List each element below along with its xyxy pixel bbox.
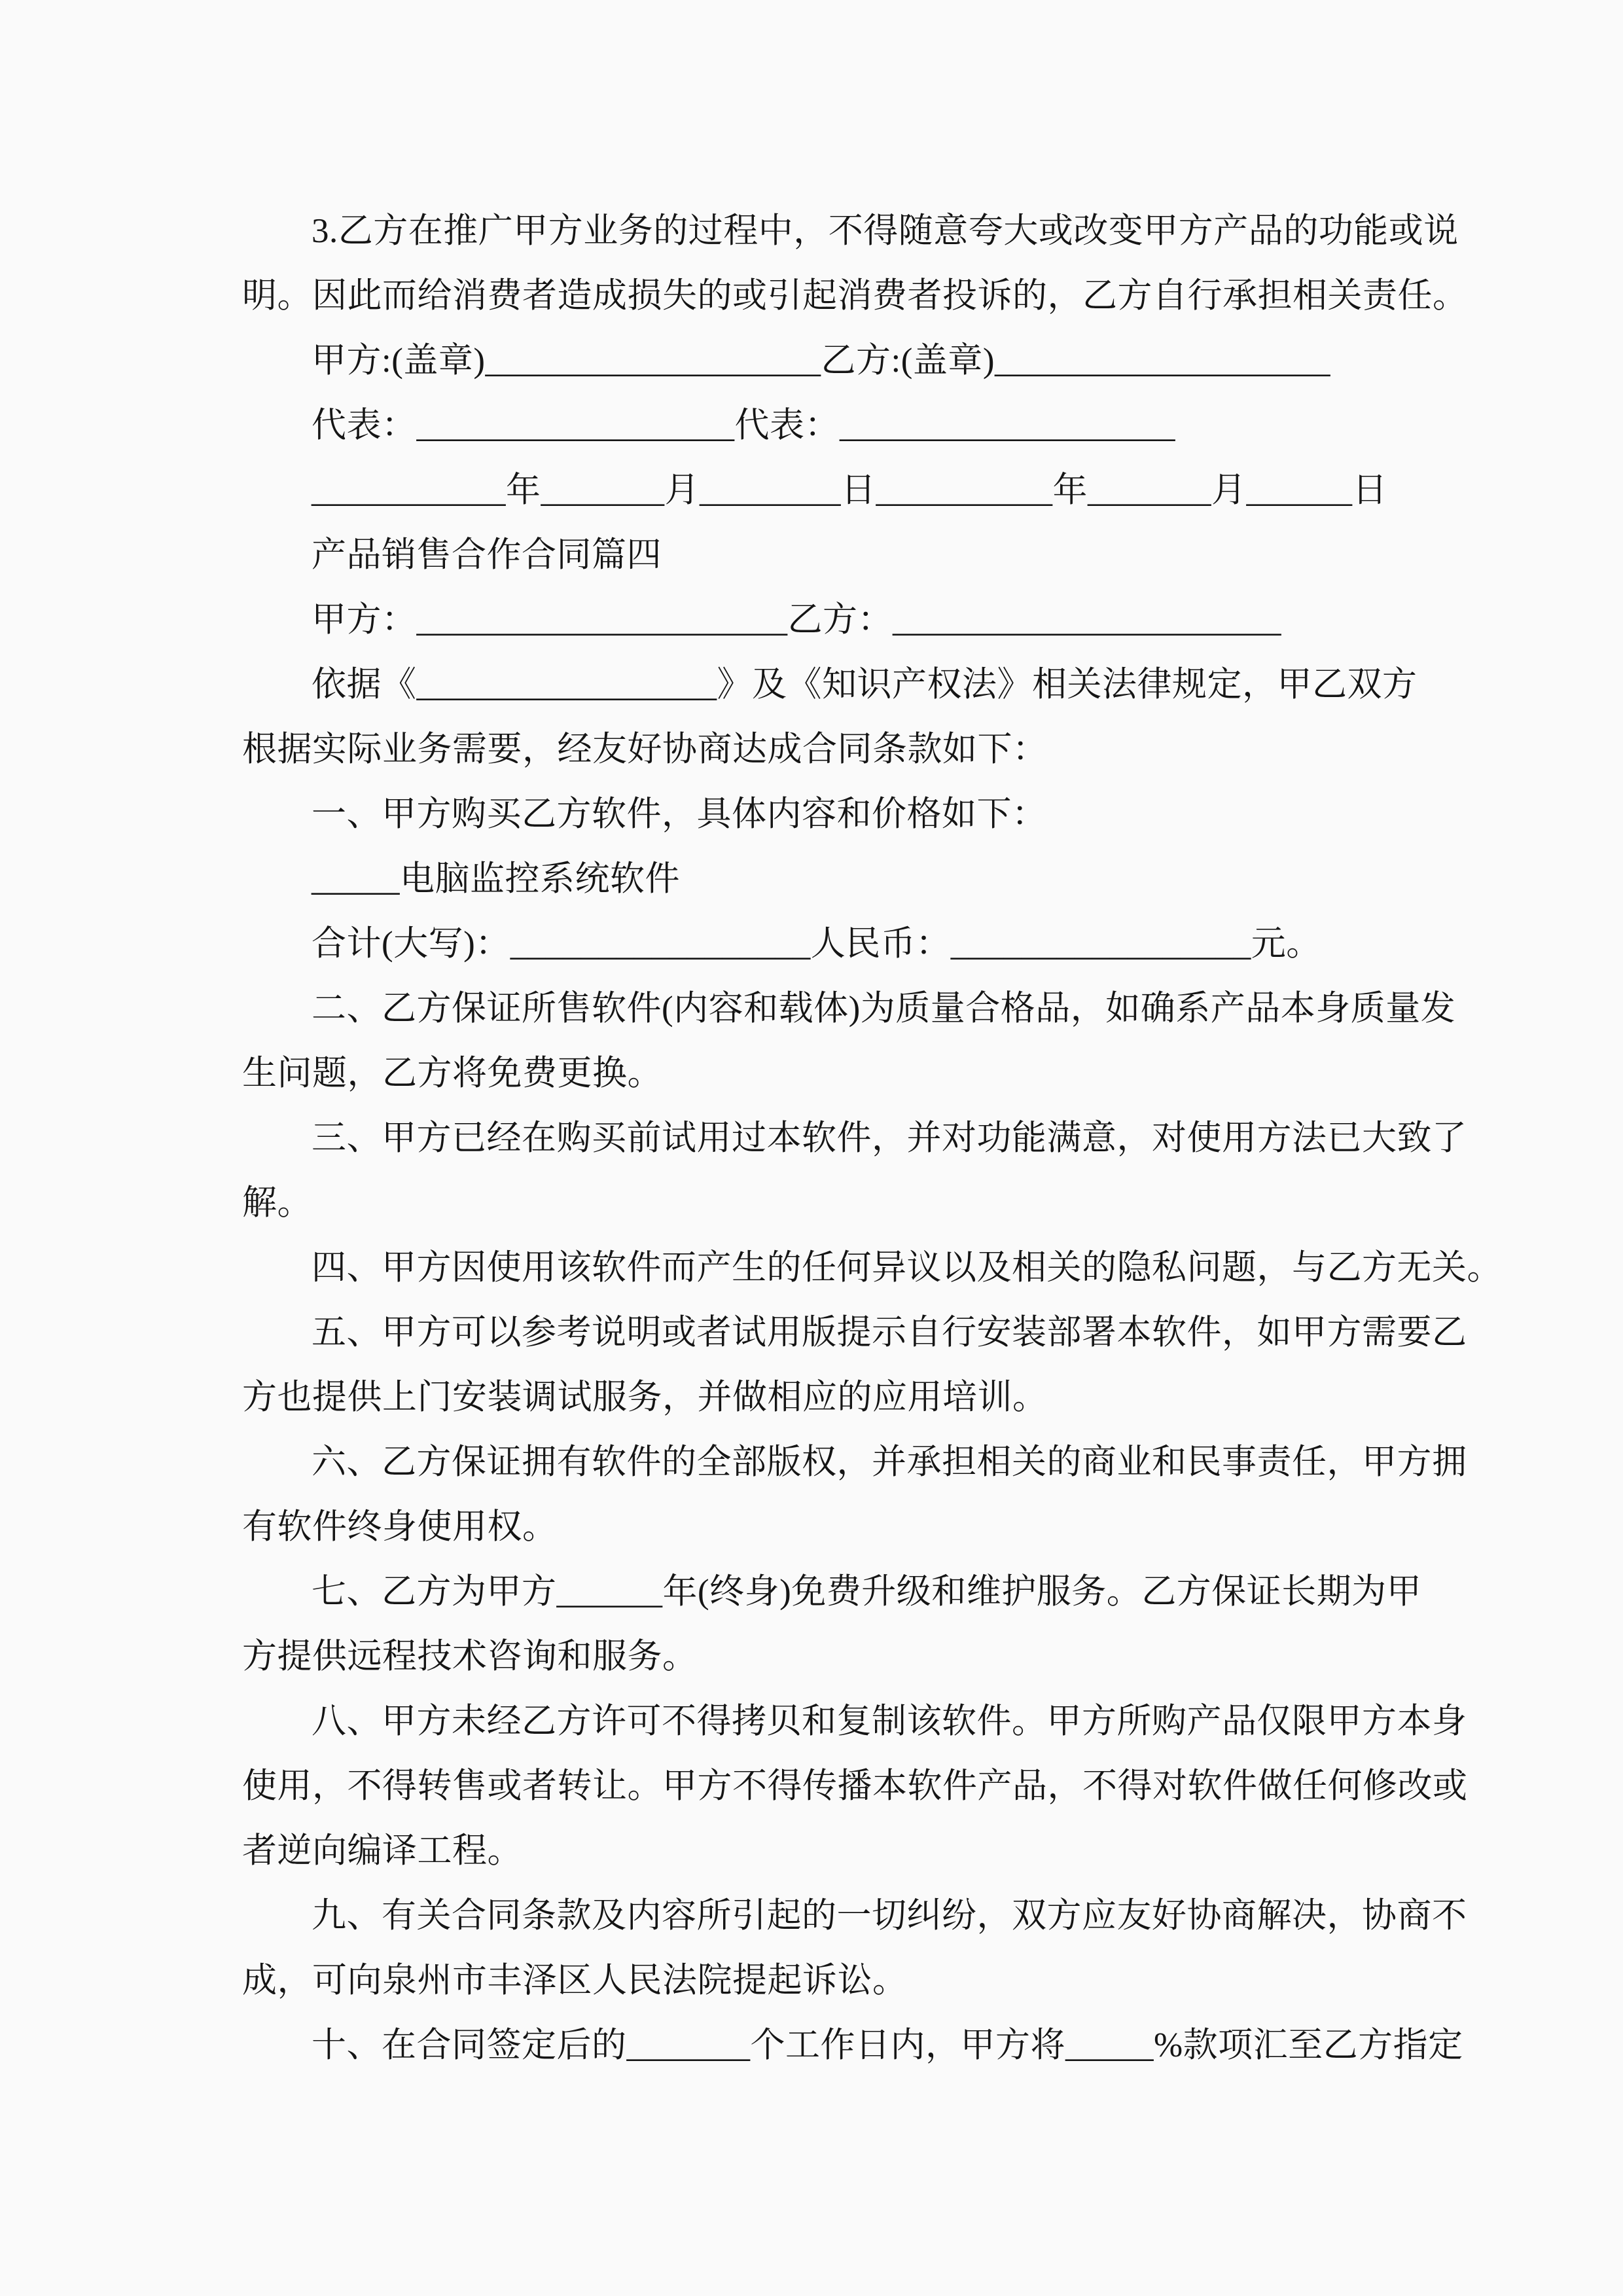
clause-9-line-2: 成，可向泉州市丰泽区人民法院提起诉讼。 [242,1962,908,2000]
signature-seal-line: 甲方:(盖章)___________________乙方:(盖章)___________________ [312,342,1331,380]
clause-1-line: 一、甲方购买乙方软件，具体内容和价格如下： [312,795,1047,833]
clause-8-line-2: 使用，不得转售或者转让。甲方不得传播本软件产品，不得对软件做任何修改或 [242,1767,1468,1805]
clause-6-line-2: 有软件终身使用权。 [242,1508,558,1546]
clause-3b-line-1: 三、甲方已经在购买前试用过本软件，并对功能满意，对使用方法已大致了 [312,1119,1467,1157]
party-names-line: 甲方：_____________________乙方：______________________ [312,601,1281,639]
clause-7-line-2: 方提供远程技术咨询和服务。 [242,1638,698,1676]
clause-8-line-1: 八、甲方未经乙方许可不得拷贝和复制该软件。甲方所购产品仅限甲方本身 [312,1702,1467,1740]
clause-8-line-3: 者逆向编译工程。 [242,1832,522,1870]
date-blank-line: ___________年_______月________日__________年_______月______日 [312,471,1387,509]
clause-5-line-2: 方也提供上门安装调试服务，并做相应的应用培训。 [242,1378,1048,1416]
representative-line: 代表：__________________代表：___________________ [312,406,1175,444]
clause-2-line-2: 生问题，乙方将免费更换。 [242,1054,662,1092]
contract-body [242,199,1502,2078]
clause-3b-line-2: 解。 [242,1184,312,1222]
clause-6-line-1: 六、乙方保证拥有软件的全部版权，并承担相关的商业和民事责任，甲方拥 [312,1443,1467,1481]
clause-5-line-1: 五、甲方可以参考说明或者试用版提示自行安装部署本软件，如甲方需要乙 [312,1314,1467,1352]
clause-9-line-1: 九、有关合同条款及内容所引起的一切纠纷，双方应友好协商解决，协商不 [312,1897,1467,1935]
clause-2-line-1: 二、乙方保证所售软件(内容和载体)为质量合格品，如确系产品本身质量发 [312,990,1456,1028]
clause-10-line: 十、在合同签定后的_______个工作日内，甲方将_____%款项汇至乙方指定 [312,2026,1463,2064]
clause-3-line-1: 3.乙方在推广甲方业务的过程中，不得随意夸大或改变甲方产品的功能或说 [312,212,1459,250]
software-name-line: _____电脑监控系统软件 [312,860,680,898]
legal-basis-line-1: 依据《_________________》及《知识产权法》相关法律规定，甲乙双方 [312,666,1418,704]
total-amount-line: 合计(大写)：_________________人民币：_________________元。 [312,925,1321,963]
clause-4-line: 四、甲方因使用该软件而产生的任何异议以及相关的隐私问题，与乙方无关。 [312,1249,1502,1287]
section-heading: 产品销售合作合同篇四 [312,536,662,574]
clause-7-line-1: 七、乙方为甲方______年(终身)免费升级和维护服务。乙方保证长期为甲 [312,1573,1422,1611]
clause-3-line-2: 明。因此而给消费者造成损失的或引起消费者投诉的，乙方自行承担相关责任。 [242,277,1468,315]
legal-basis-line-2: 根据实际业务需要，经友好协商达成合同条款如下： [242,730,1048,768]
